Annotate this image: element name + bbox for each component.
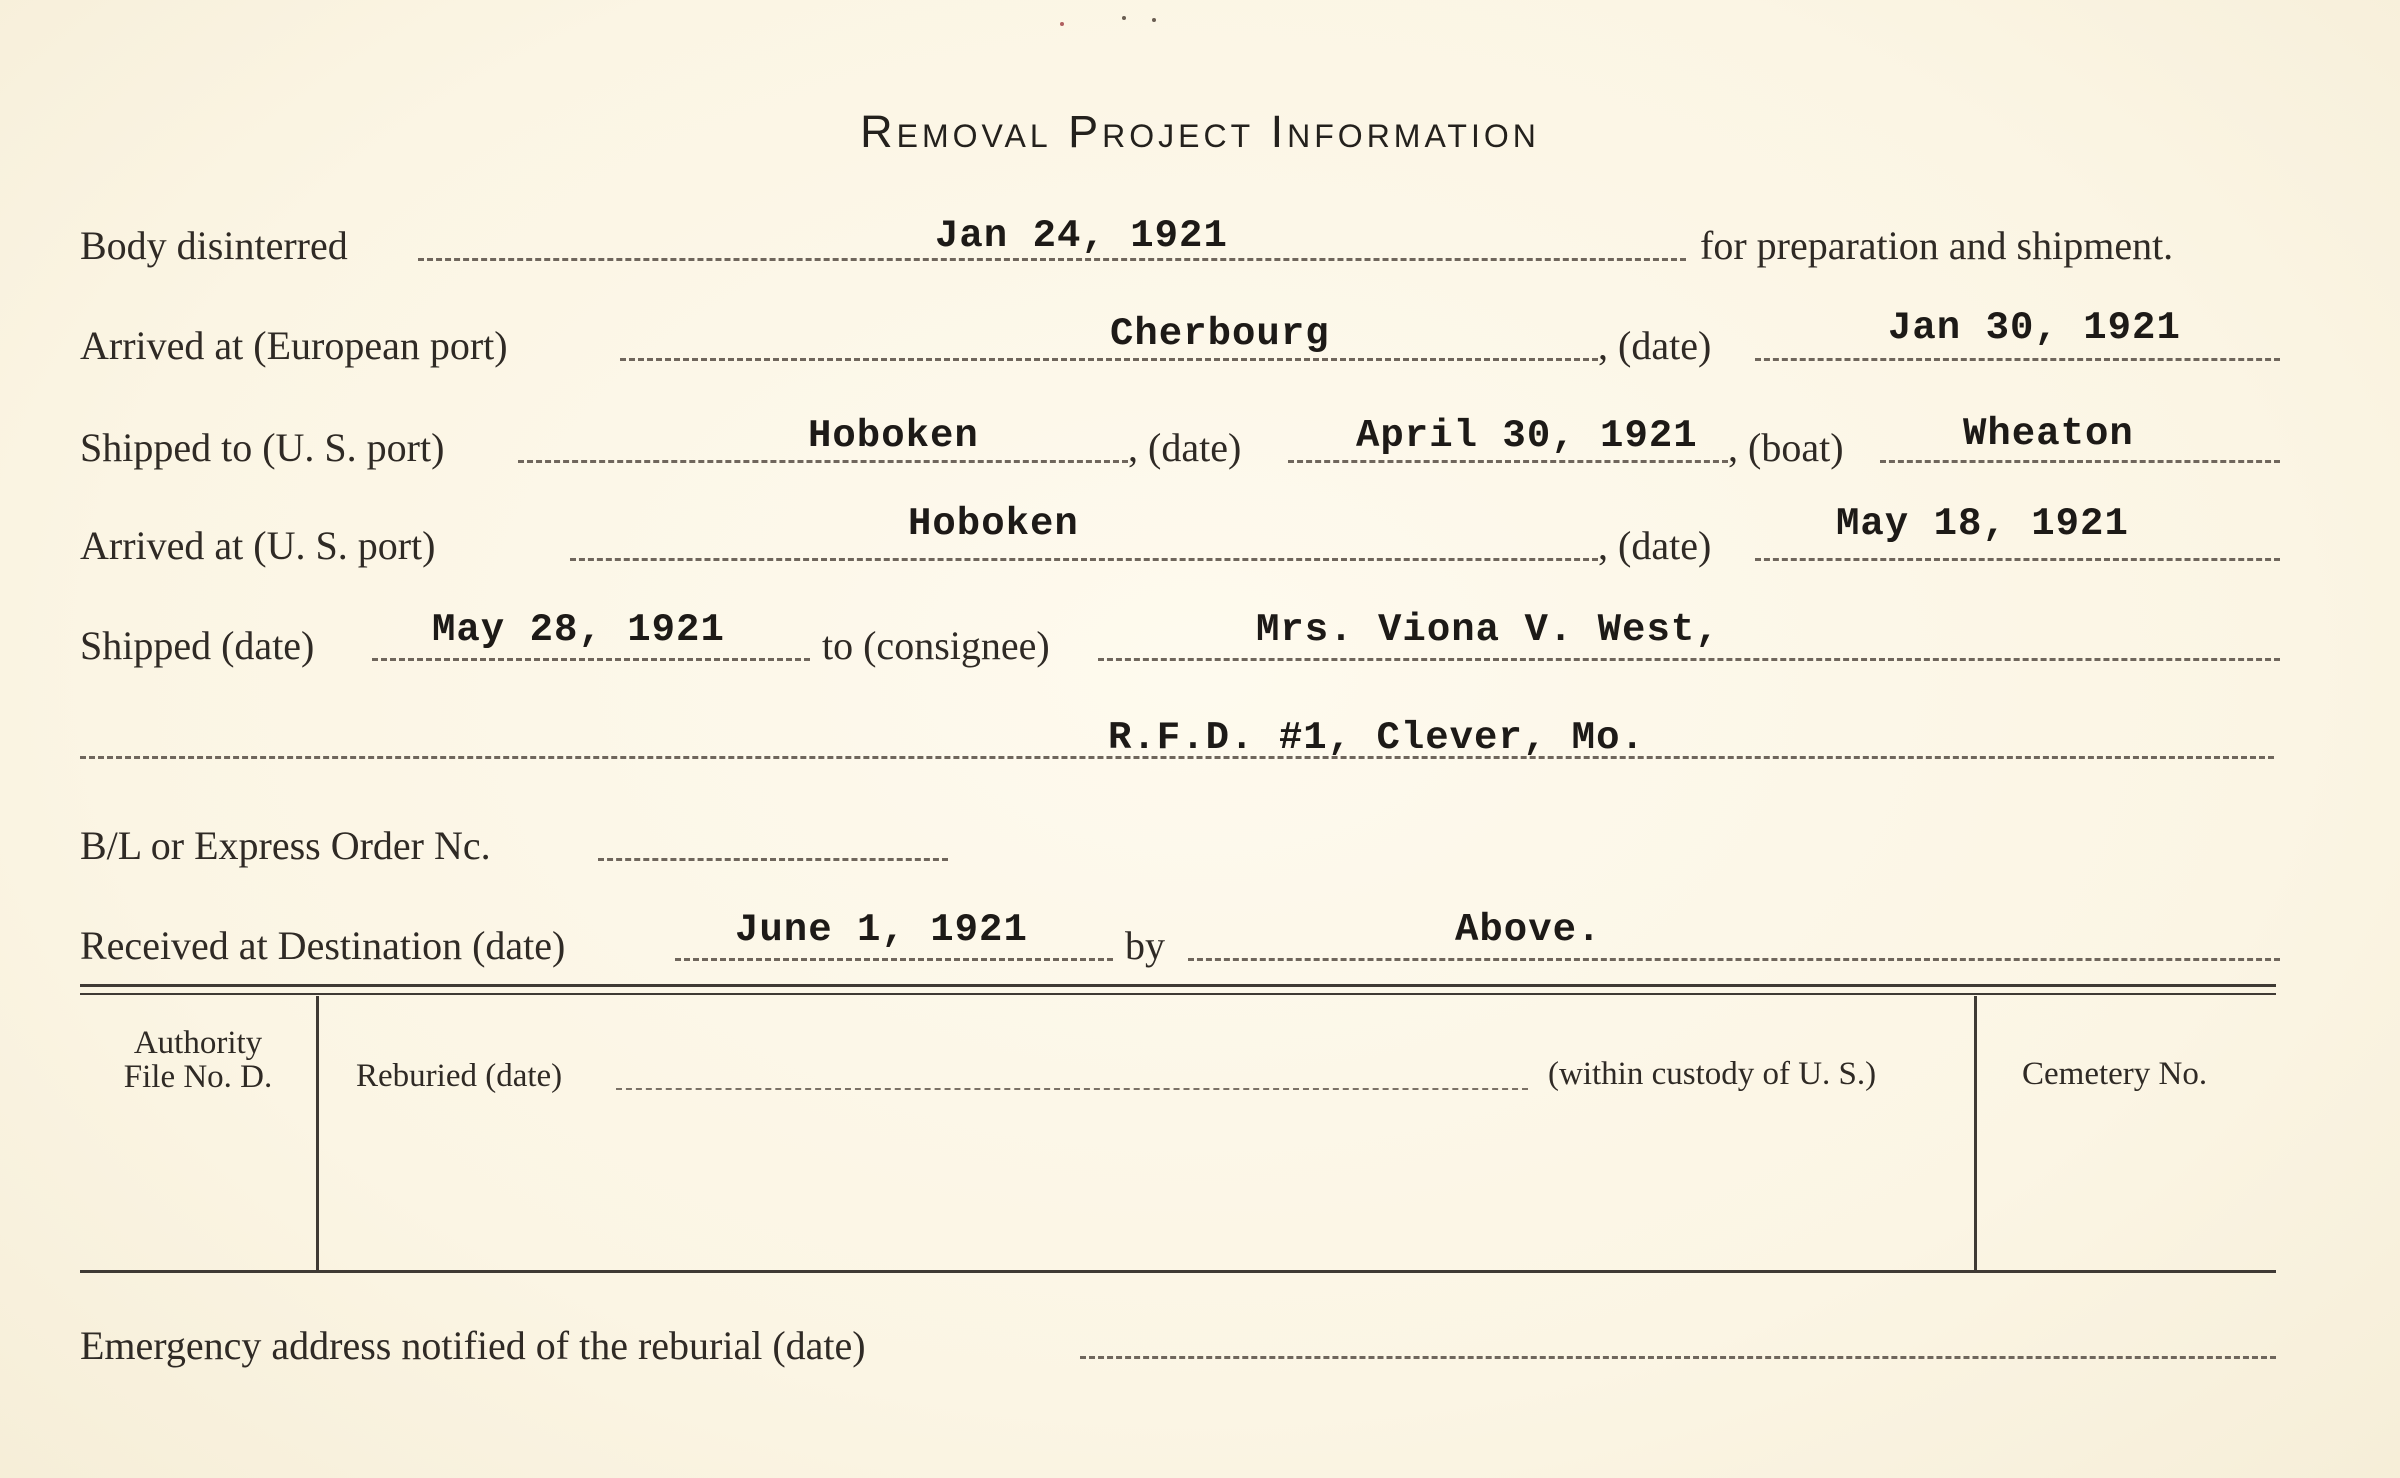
- emergency-label: Emergency address notified of the reburial (date): [80, 1323, 866, 1368]
- reburied-label: Reburied (date): [356, 1058, 563, 1094]
- received-date-line: [675, 958, 1113, 961]
- shipped-us-value: Hoboken: [808, 414, 979, 458]
- shipped-date-value: May 28, 1921: [432, 608, 725, 652]
- disinterred-line: [418, 258, 1686, 261]
- box-divider-right: [1974, 996, 1977, 1270]
- shipped-us-date-label: , (date): [1128, 425, 1242, 470]
- shipped-date-label: Shipped (date): [80, 623, 315, 668]
- arrived-us-date-line: [1755, 558, 2280, 561]
- european-port-date-value: Jan 30, 1921: [1888, 306, 2181, 350]
- consignee-line: [1098, 658, 2280, 661]
- shipped-us-boat-line: [1880, 460, 2280, 463]
- european-port-date-label: , (date): [1598, 323, 1712, 368]
- cemetery-no-label: Cemetery No.: [2022, 1056, 2208, 1092]
- european-port-line: [620, 358, 1598, 361]
- bl-line: [598, 858, 948, 861]
- ink-speck: [1060, 22, 1064, 26]
- disinterred-label: Body disinterred: [80, 223, 348, 268]
- received-by-label: by: [1125, 923, 1165, 968]
- consignee-address: R.F.D. #1, Clever, Mo.: [1108, 716, 1645, 760]
- shipped-us-boat-label: , (boat): [1728, 425, 1844, 470]
- authority-label-line2: File No. D.: [123, 1059, 273, 1095]
- authority-file-label: [90, 1026, 306, 1094]
- shipped-us-line: [518, 460, 1128, 463]
- consignee-label: to (consignee): [822, 623, 1050, 668]
- disinterred-value: Jan 24, 1921: [935, 214, 1228, 258]
- received-by-value: Above.: [1455, 908, 1602, 952]
- form-title: Removal Project Information: [860, 106, 1540, 157]
- received-by-line: [1188, 958, 2280, 961]
- shipped-date-line: [372, 658, 810, 661]
- ink-speck: [1152, 18, 1156, 22]
- box-divider-left: [316, 996, 319, 1270]
- bl-label: B/L or Express Order Nc.: [80, 823, 491, 868]
- arrived-us-date-label: , (date): [1598, 523, 1712, 568]
- arrived-us-date-value: May 18, 1921: [1836, 502, 2129, 546]
- box-bottom-rule: [80, 1270, 2276, 1273]
- arrived-us-label: Arrived at (U. S. port): [80, 523, 436, 568]
- custody-label: (within custody of U. S.): [1548, 1056, 1877, 1092]
- box-top-rule-inner: [80, 993, 2276, 995]
- ink-speck: [1122, 16, 1126, 20]
- shipped-us-label: Shipped to (U. S. port): [80, 425, 445, 470]
- shipped-us-date-line: [1288, 460, 1728, 463]
- received-label: Received at Destination (date): [80, 923, 566, 968]
- consignee-value: Mrs. Viona V. West,: [1256, 608, 1720, 652]
- shipped-us-date-value: April 30, 1921: [1356, 414, 1698, 458]
- authority-label-line1: Authority: [133, 1025, 263, 1061]
- european-port-label: Arrived at (European port): [80, 323, 508, 368]
- box-top-rule: [80, 984, 2276, 987]
- european-port-value: Cherbourg: [1110, 312, 1330, 356]
- shipped-us-boat-value: Wheaton: [1963, 412, 2134, 456]
- arrived-us-line: [570, 558, 1598, 561]
- european-port-date-line: [1755, 358, 2280, 361]
- emergency-line: [1080, 1356, 2276, 1359]
- arrived-us-value: Hoboken: [908, 502, 1079, 546]
- disinterred-suffix: for preparation and shipment.: [1700, 223, 2174, 268]
- received-date-value: June 1, 1921: [735, 908, 1028, 952]
- reburied-line: [616, 1088, 1528, 1090]
